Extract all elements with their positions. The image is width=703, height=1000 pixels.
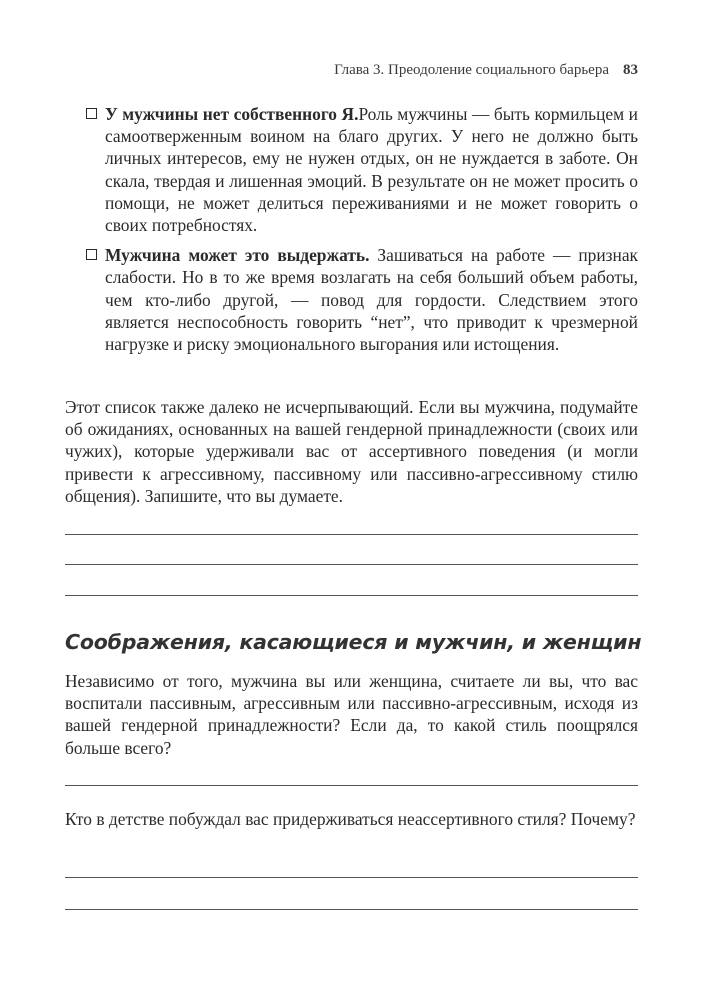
chapter-title: Глава 3. Преодоление социального барьера bbox=[334, 62, 609, 78]
list-item bbox=[86, 244, 638, 355]
list-item-text bbox=[105, 103, 638, 236]
question-paragraph-1: Независимо от того, мужчина вы или женщина, считаете ли вы, что вас воспитали пассивным, агрессивным или пассивно-агрессивным, исходя из вашей гендерной принадлежности? Если да, то какой стиль поощрялся больше всего? bbox=[65, 671, 638, 758]
answer-line[interactable] bbox=[65, 909, 638, 910]
reflection-paragraph: Этот список также далеко не исчерпывающий. Если вы мужчина, подумайте об ожиданиях, основанных на вашей гендерной принадлежности (своих или чужих), которые удерживали вас от ассертивного поведения (и могли привести к агрессивному, пассивному или пассивно-агрессивному стилю общения). Запишите, что вы думаете. bbox=[65, 397, 638, 506]
list-item-body: Зашиваться на работе — признак слабости. Но в то же время возлагать на себя больший объем работы, чем кто-либо другой, — повод для гордости. Следствием этого является неспособность говорить “нет”, что приводит к чрезмерной нагрузке и риску эмоционального выгорания или истощения. bbox=[105, 245, 638, 355]
list-item bbox=[86, 103, 638, 236]
list-item-bold: У мужчины нет собственного Я. bbox=[105, 104, 359, 124]
expectations-list bbox=[86, 103, 638, 363]
answer-line[interactable] bbox=[65, 534, 638, 535]
page-number: 83 bbox=[623, 62, 638, 78]
answer-line[interactable] bbox=[65, 595, 638, 596]
answer-line[interactable] bbox=[65, 564, 638, 565]
list-item-text bbox=[105, 244, 638, 355]
question-paragraph-2: Кто в детстве побуждал вас придерживаться неассертивного стиля? Почему? bbox=[65, 809, 636, 829]
checkbox-icon bbox=[86, 108, 97, 119]
answer-line[interactable] bbox=[65, 877, 638, 878]
answer-line[interactable] bbox=[65, 785, 638, 786]
running-head bbox=[334, 62, 638, 79]
list-item-bold: Мужчина может это выдержать. bbox=[105, 245, 370, 266]
checkbox-icon bbox=[86, 249, 97, 260]
section-heading: Соображения, касающиеся и мужчин, и женщин bbox=[65, 630, 642, 654]
list-item-body: Роль мужчины — быть кормильцем и самоотверженным воином на благо других. У него не должно быть личных интересов, ему не нужен отдых, он не нуждается в заботе. Он скала, твердая и лишенная эмоций. В результате он не может просить о помощи, не может делиться переживаниями и не может говорить о своих потребностях. bbox=[105, 104, 638, 236]
